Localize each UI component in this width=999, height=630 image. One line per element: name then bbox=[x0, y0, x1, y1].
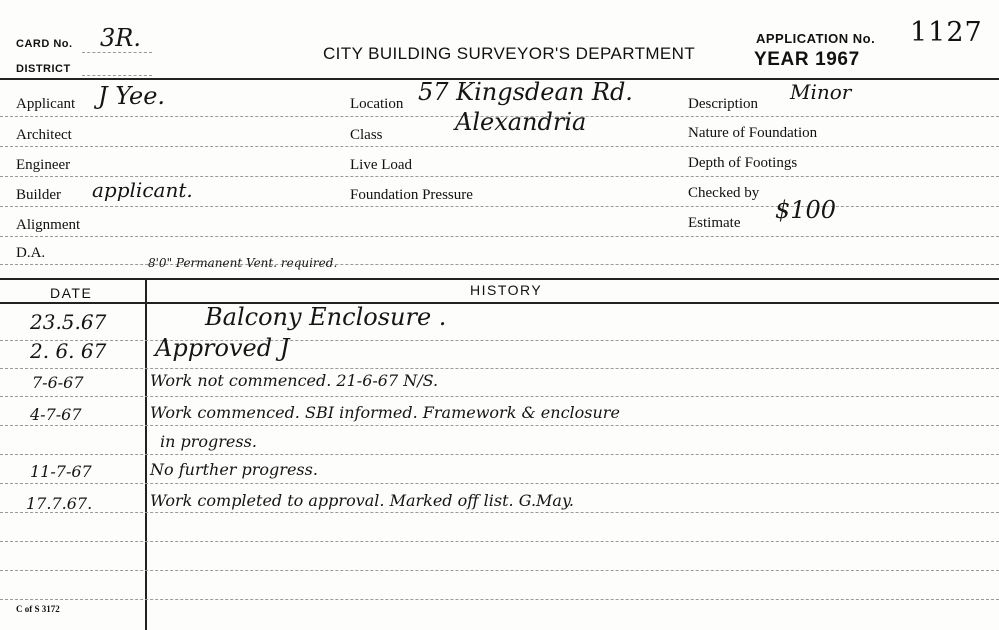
applicant-value: J Yee. bbox=[98, 82, 166, 110]
description-value: Minor bbox=[790, 80, 852, 104]
history-date-7: 17.7.67. bbox=[26, 494, 93, 513]
engineer-label: Engineer bbox=[16, 157, 71, 173]
application-no-label: APPLICATION No. bbox=[756, 31, 876, 46]
history-date-6: 11-7-67 bbox=[30, 462, 92, 481]
application-no-value: 1127 bbox=[910, 17, 983, 48]
history-text-4: Work commenced. SBI informed. Framework & enclosure bbox=[150, 403, 620, 422]
history-text-5: in progress. bbox=[160, 432, 257, 451]
checked-by-label: Checked by bbox=[688, 185, 760, 201]
history-rule-header bbox=[0, 302, 999, 304]
class-label: Class bbox=[350, 127, 383, 143]
history-date-3: 7-6-67 bbox=[32, 373, 84, 392]
depth-of-footings-label: Depth of Footings bbox=[688, 155, 798, 171]
year-label: YEAR 1967 bbox=[754, 49, 860, 70]
applicant-label: Applicant bbox=[16, 96, 76, 112]
description-label: Description bbox=[688, 96, 758, 112]
history-date-1: 23.5.67 bbox=[30, 310, 107, 334]
estimate-label: Estimate bbox=[688, 215, 741, 231]
history-date-4: 4-7-67 bbox=[30, 405, 82, 424]
da-label: D.A. bbox=[16, 245, 46, 261]
history-header: HISTORY bbox=[470, 282, 543, 298]
district-label: DISTRICT bbox=[16, 63, 71, 75]
date-header: DATE bbox=[50, 285, 93, 301]
location-suburb-value: Alexandria bbox=[455, 108, 587, 136]
estimate-value: $100 bbox=[775, 196, 837, 224]
history-text-3: Work not commenced. 21-6-67 N/S. bbox=[150, 371, 439, 390]
form-code: C of S 3172 bbox=[16, 604, 60, 614]
history-text-2: Approved J bbox=[155, 334, 290, 362]
history-date-2: 2. 6. 67 bbox=[30, 339, 107, 363]
location-label: Location bbox=[350, 96, 404, 112]
live-load-label: Live Load bbox=[350, 157, 413, 173]
history-rule-top bbox=[0, 278, 999, 280]
history-text-1: Balcony Enclosure . bbox=[205, 303, 447, 331]
nature-of-foundation-label: Nature of Foundation bbox=[688, 125, 818, 141]
history-text-6: No further progress. bbox=[150, 460, 318, 479]
district-line bbox=[82, 75, 152, 76]
builder-value: applicant. bbox=[92, 178, 193, 202]
architect-label: Architect bbox=[16, 127, 72, 143]
card-no-line bbox=[82, 52, 152, 53]
da-note: 8'0" Permanent Vent. required. bbox=[148, 256, 338, 270]
department-title: CITY BUILDING SURVEYOR'S DEPARTMENT bbox=[323, 44, 696, 63]
alignment-label: Alignment bbox=[16, 217, 81, 233]
location-value: 57 Kingsdean Rd. bbox=[418, 78, 633, 106]
card-no-label: CARD No. bbox=[16, 38, 73, 50]
builder-label: Builder bbox=[16, 187, 61, 203]
history-column-divider bbox=[145, 280, 147, 630]
history-text-7: Work completed to approval. Marked off list. G.May. bbox=[150, 491, 574, 510]
card-no-value: 3R. bbox=[100, 24, 141, 52]
foundation-pressure-label: Foundation Pressure bbox=[350, 187, 473, 203]
